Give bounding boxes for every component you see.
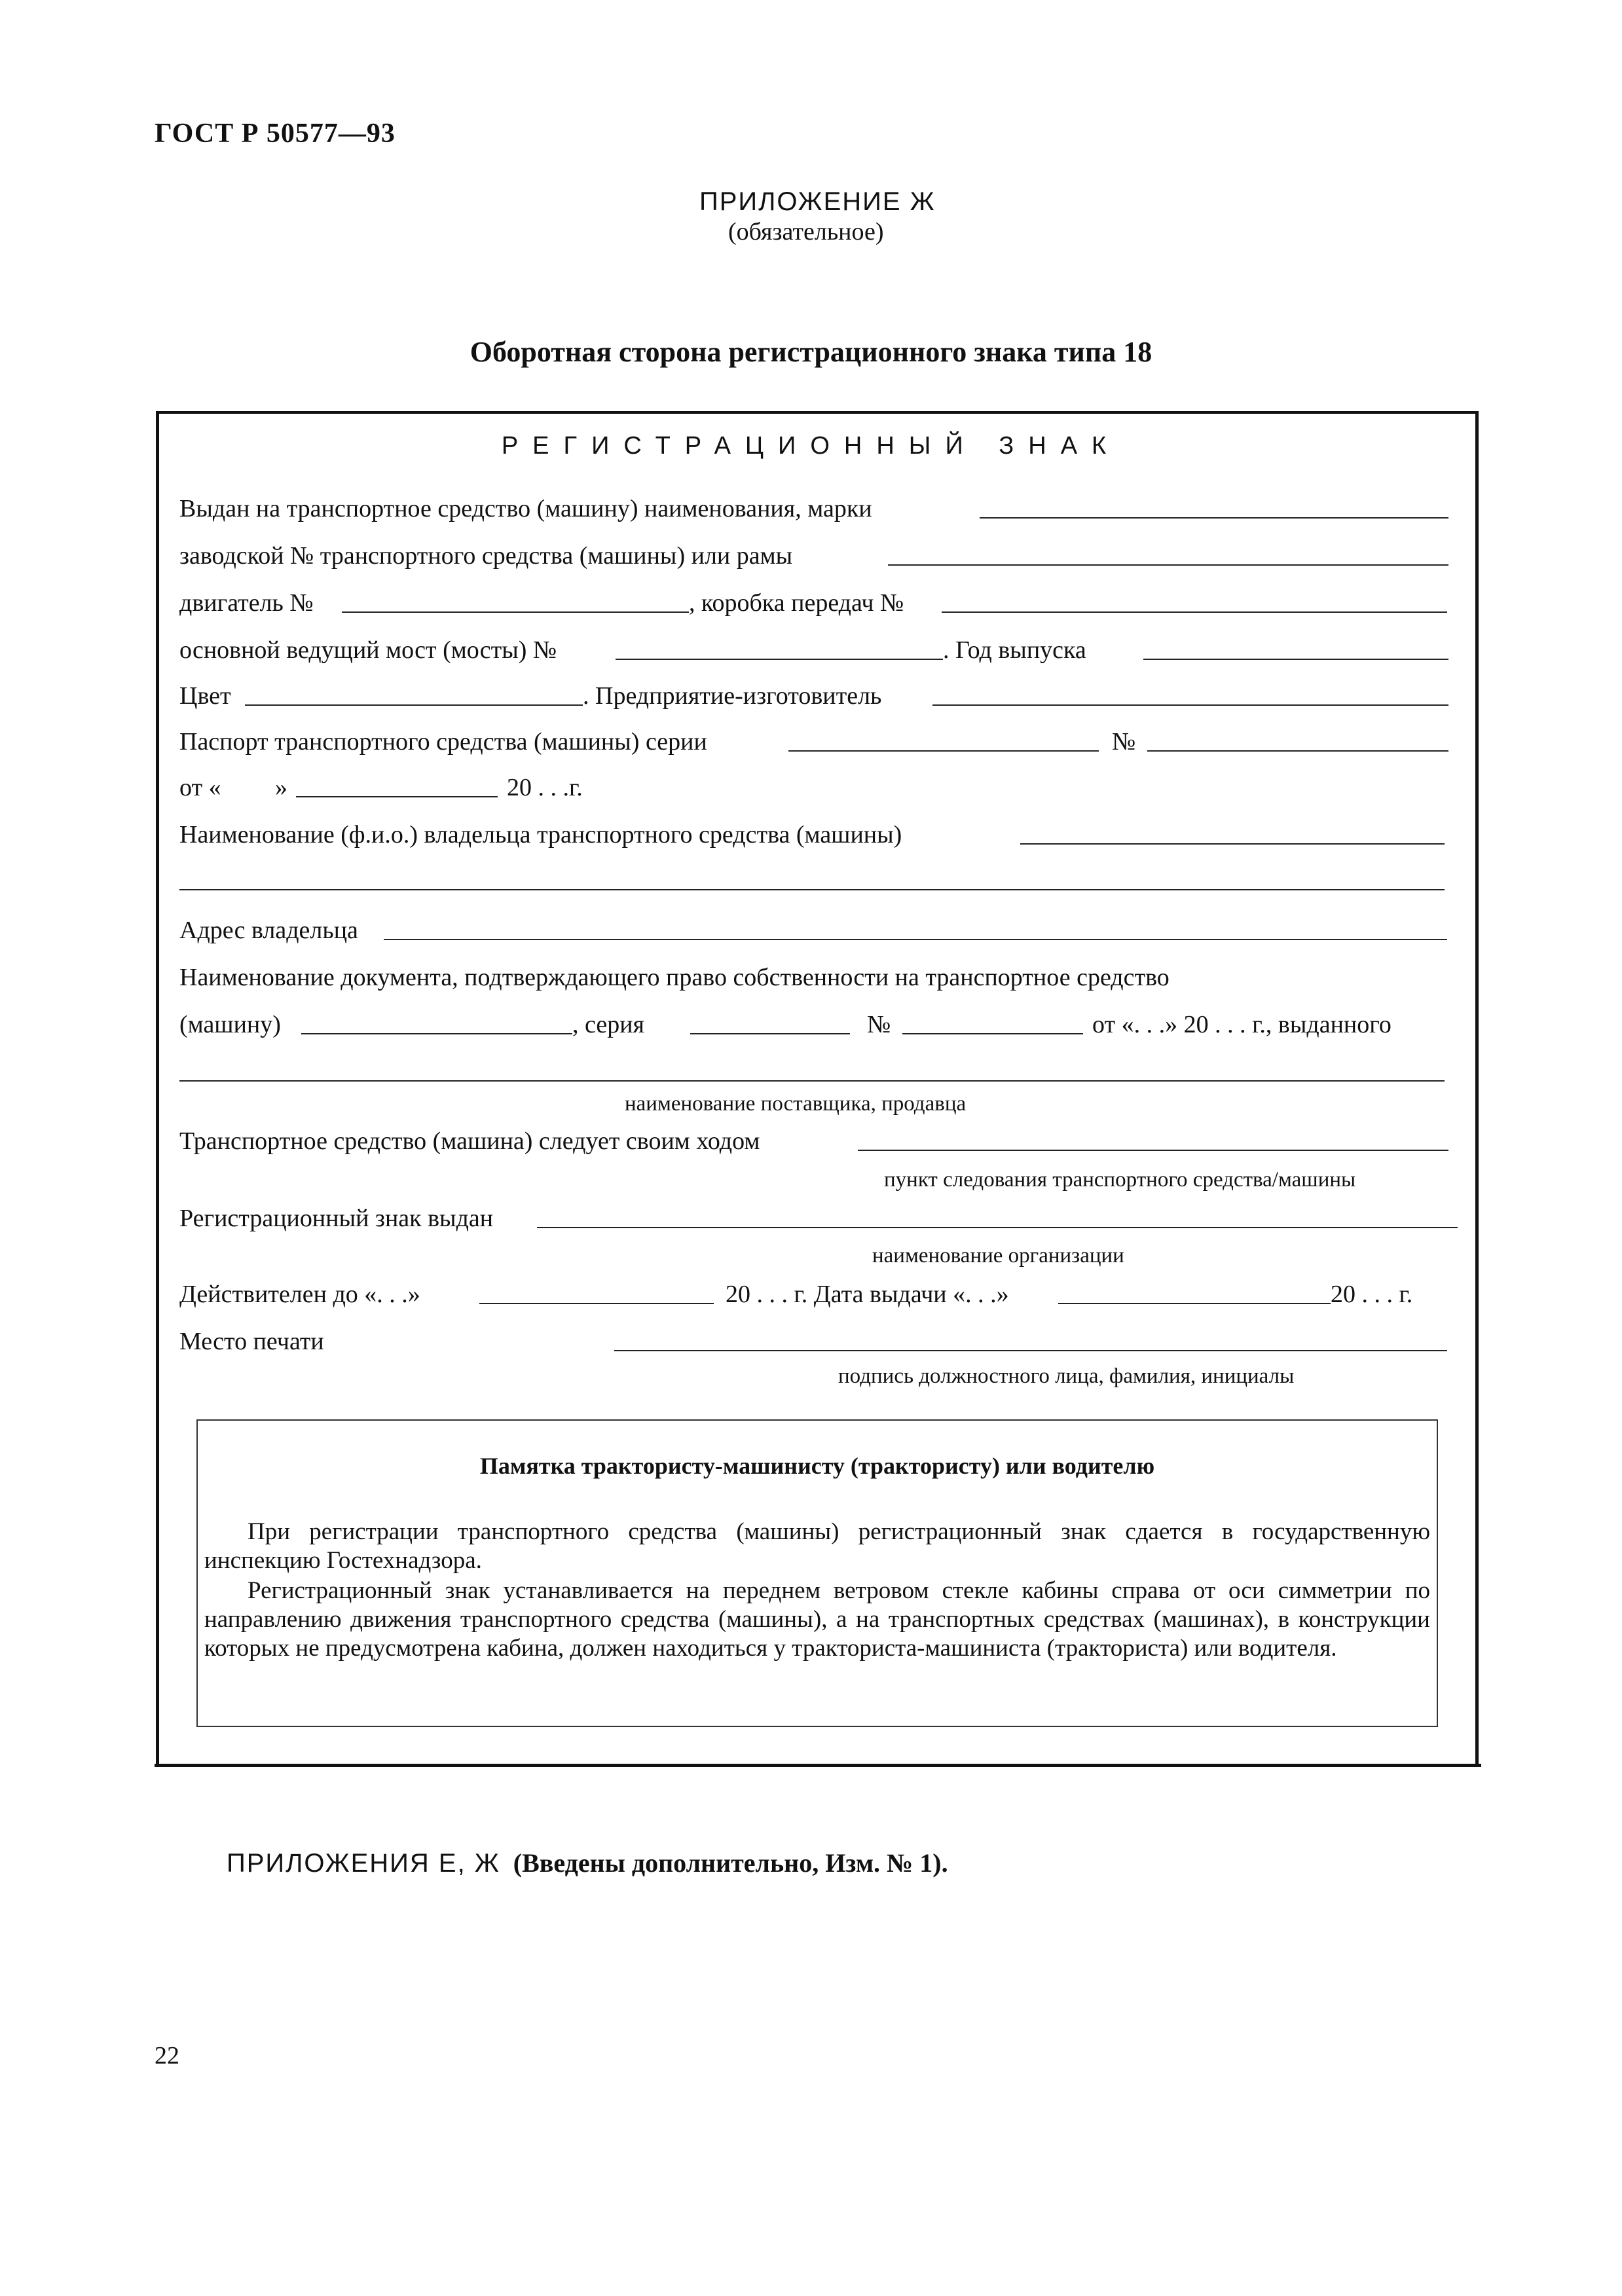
label-owner-name: Наименование (ф.и.о.) владельца транспортного средства (машины) [179, 821, 902, 848]
label-year: . Год выпуска [943, 636, 1086, 664]
appendices-note [227, 1848, 948, 1878]
field-year[interactable] [1143, 634, 1448, 660]
form-heading: РЕГИСТРАЦИОННЫЙ ЗНАК [501, 432, 1121, 460]
caption-supplier: наименование поставщика, продавца [625, 1092, 967, 1116]
label-series: , серия [572, 1011, 645, 1038]
form-row-engine-gearbox [179, 587, 1622, 619]
label-vehicle-model: Выдан на транспортное средство (машину) наименования, марки [179, 495, 872, 522]
label-date-from: от « [179, 774, 221, 801]
field-manufacturer[interactable] [932, 680, 1448, 706]
form-row-owner-address [179, 914, 1622, 947]
field-document-number[interactable] [902, 1008, 1083, 1034]
field-issuing-organization[interactable] [537, 1202, 1458, 1228]
label-issue-year: 20 . . . г. [1331, 1281, 1413, 1308]
label-sign-issued: Регистрационный знак выдан [179, 1205, 494, 1232]
label-issued-by: от «. . .» 20 . . . г., выданного [1092, 1011, 1392, 1038]
field-owner-name[interactable] [1020, 818, 1445, 845]
form-row-vehicle-model [179, 492, 1622, 525]
page-number: 22 [155, 2042, 179, 2069]
caption-destination: пункт следования транспортного средства/машины [884, 1168, 1356, 1192]
label-seal-place: Место печати [179, 1328, 324, 1355]
field-frame-number[interactable] [888, 539, 1448, 566]
form-row-passport-date [179, 771, 1622, 804]
label-owner-address: Адрес владельца [179, 917, 358, 944]
label-document-number: № [867, 1011, 891, 1038]
standard-code: ГОСТ Р 50577—93 [155, 118, 396, 149]
caption-organization: наименование организации [872, 1244, 1124, 1267]
field-owner-address[interactable] [384, 914, 1447, 940]
field-document-series[interactable] [690, 1008, 850, 1034]
label-color: Цвет [179, 682, 231, 710]
label-date-quote: » [275, 774, 287, 801]
label-engine: двигатель № [179, 589, 314, 617]
label-issue-date: 20 . . . г. Дата выдачи «. . .» [726, 1281, 1009, 1308]
memo-paragraph-2: Регистрационный знак устанавливается на переднем ветровом стекле кабины справа от оси симметрии по направлению движения транспортного средства (машины), а на транспортных средствах (машинах), в конструкции которых не предусмотрена кабина, должен находиться у тракториста-машиниста (тракториста) или водителя. [204, 1577, 1430, 1662]
field-vehicle-model[interactable] [980, 492, 1448, 519]
appendix-status: (обязательное) [728, 218, 884, 246]
field-issue-date-month[interactable] [1058, 1278, 1331, 1304]
form-row-frame-number [179, 539, 1622, 572]
appendix-label: ПРИЛОЖЕНИЕ Ж [699, 187, 936, 216]
field-valid-until-month[interactable] [479, 1278, 714, 1304]
label-year-20: 20 . . .г. [507, 774, 583, 801]
form-row-owner-name-continued [179, 864, 1622, 897]
field-signature[interactable] [614, 1325, 1447, 1351]
memo-title: Памятка трактористу-машинисту (трактористу) или водителю [479, 1453, 1155, 1479]
field-owner-name-continued[interactable] [179, 864, 1445, 890]
field-gearbox-number[interactable] [942, 587, 1447, 613]
label-frame-number: заводской № транспортного средства (машины) или рамы [179, 542, 793, 570]
label-drive-axle: основной ведущий мост (мосты) № [179, 636, 557, 664]
field-destination[interactable] [858, 1125, 1448, 1151]
form-row-seal [179, 1325, 1622, 1358]
form-row-passport [179, 725, 1622, 758]
label-gearbox: , коробка передач № [689, 589, 904, 617]
label-manufacturer: . Предприятие-изготовитель [583, 682, 882, 710]
form-row-axle-year [179, 634, 1622, 666]
form-row-color-manufacturer [179, 680, 1622, 712]
form-row-self-propelled [179, 1125, 1622, 1157]
appendices-label: ПРИЛОЖЕНИЯ Е, Ж [227, 1849, 500, 1878]
field-passport-number[interactable] [1147, 725, 1448, 752]
form-row-validity [179, 1278, 1622, 1311]
field-passport-series[interactable] [788, 725, 1099, 752]
amendment-note: (Введены дополнительно, Изм. № 1). [513, 1848, 948, 1878]
form-row-issued-by-org [179, 1202, 1622, 1235]
caption-signature: подпись должностного лица, фамилия, инициалы [838, 1364, 1295, 1388]
label-self-propelled: Транспортное средство (машина) следует своим ходом [179, 1127, 760, 1155]
field-engine-number[interactable] [342, 587, 689, 613]
form-frame-bottom-rule [155, 1764, 1481, 1767]
document-title: Оборотная сторона регистрационного знака типа 18 [470, 336, 1152, 368]
field-passport-month[interactable] [296, 771, 498, 797]
field-ownership-document[interactable] [301, 1008, 572, 1034]
field-supplier[interactable] [179, 1055, 1445, 1082]
label-ownership-document: Наименование документа, подтверждающего право собственности на транспортное средство [179, 964, 1170, 991]
label-machine: (машину) [179, 1011, 281, 1038]
field-color[interactable] [245, 680, 583, 706]
field-drive-axle-number[interactable] [616, 634, 943, 660]
label-passport-series: Паспорт транспортного средства (машины) серии [179, 728, 707, 756]
form-row-ownership-doc [179, 961, 1622, 994]
form-row-owner-name [179, 818, 1622, 851]
form-row-ownership-doc-details [179, 1008, 1622, 1041]
label-passport-number: № [1112, 728, 1136, 756]
label-valid-until: Действителен до «. . .» [179, 1281, 420, 1308]
memo-paragraph-1: При регистрации транспортного средства (машины) регистрационный знак сдается в государственную инспекцию Гостехнадзора. [204, 1518, 1430, 1574]
form-row-supplier [179, 1055, 1622, 1088]
